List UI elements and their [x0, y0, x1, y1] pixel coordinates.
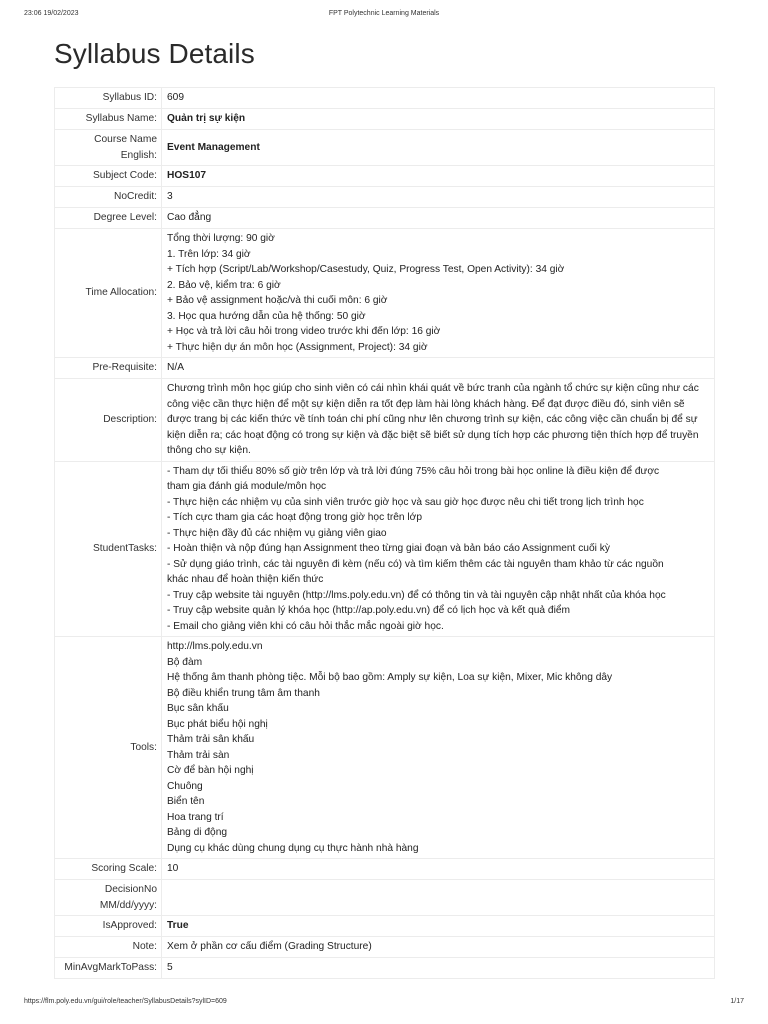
field-value-text: Cao đẳng	[167, 212, 212, 224]
field-label: MinAvgMarkToPass:	[55, 958, 162, 979]
field-value-line: - Hoàn thiện và nộp đúng hạn Assignment theo từng giai đoạn và bản báo cáo Assignment cuối kỳ	[167, 543, 610, 554]
field-value-line: 3. Học qua hướng dẫn của hệ thống: 50 giờ	[167, 310, 366, 322]
print-footer	[24, 998, 744, 1010]
field-value-line: - Thực hiện các nhiệm vụ của sinh viên trước giờ học và sau giờ học được nêu chi tiết trong lịch trình học	[167, 496, 644, 508]
detail-row	[55, 916, 715, 937]
detail-row	[55, 937, 715, 958]
detail-row	[55, 109, 715, 130]
page-number: 1/17	[730, 998, 744, 1005]
detail-row	[55, 187, 715, 208]
field-value-line: Bảng di động	[167, 827, 228, 838]
field-value-line: - Thực hiện đầy đủ các nhiệm vụ giảng viên giao	[167, 527, 387, 539]
field-value-line: Thảm trải sân khấu	[167, 734, 255, 745]
field-value-text: 5	[167, 962, 173, 974]
field-label: Scoring Scale:	[55, 859, 162, 880]
detail-row	[55, 958, 715, 979]
field-value-line: Thảm trải sàn	[167, 749, 230, 761]
field-value-line: http://lms.poly.edu.vn	[167, 641, 263, 652]
detail-row	[55, 637, 715, 859]
field-value-text: 10	[167, 863, 179, 875]
field-value-text: Xem ở phần cơ cấu điểm (Grading Structure)	[167, 941, 372, 953]
field-label: Tools:	[55, 637, 162, 859]
field-value-line: - Truy cập website tài nguyên (http://lms.poly.edu.vn) để có thông tin và tài nguyên cập nhật nhất của khóa học	[167, 589, 666, 601]
field-label: Degree Level:	[55, 208, 162, 229]
detail-row	[55, 130, 715, 166]
field-value-line: khác nhau để hoàn thiện kiến thức	[167, 574, 324, 585]
detail-row	[55, 229, 715, 358]
field-value-text: True	[167, 920, 189, 932]
field-label: Pre-Requisite:	[55, 358, 162, 379]
field-value-line: Cờ để bàn hội nghị	[167, 765, 254, 776]
field-value-text: HOS107	[167, 170, 207, 182]
field-value-line: Bục sân khấu	[167, 703, 229, 714]
field-value-line: 1. Trên lớp: 34 giờ	[167, 248, 251, 260]
field-value-line: + Tích hợp (Script/Lab/Workshop/Casestudy, Quiz, Progress Test, Open Activity): 34 giờ	[167, 264, 565, 275]
field-value	[162, 916, 715, 937]
field-value-text: Event Management	[167, 141, 260, 153]
field-value-line: Biển tên	[167, 796, 205, 807]
field-value-line: Bục phát biểu hội nghị	[167, 718, 268, 730]
field-value-text: N/A	[167, 362, 184, 374]
field-value-line: + Học và trả lời câu hỏi trong video trước khi đến lớp: 16 giờ	[167, 326, 441, 337]
print-header	[24, 10, 744, 22]
field-value	[162, 358, 715, 379]
field-label: Note:	[55, 937, 162, 958]
field-label: Course Name English:	[55, 130, 162, 166]
field-label: StudentTasks:	[55, 461, 162, 637]
syllabus-details-rows	[55, 88, 715, 979]
field-label: NoCredit:	[55, 187, 162, 208]
detail-row	[55, 358, 715, 379]
field-value-text: Quản trị sự kiện	[167, 113, 246, 125]
syllabus-details-table	[54, 87, 715, 979]
field-label: Subject Code:	[55, 166, 162, 187]
field-value-line: Tổng thời lượng: 90 giờ	[167, 233, 275, 244]
field-value-line: - Tích cực tham gia các hoạt động trong giờ học trên lớp	[167, 512, 423, 523]
field-value	[162, 958, 715, 979]
field-label: Time Allocation:	[55, 229, 162, 358]
field-value	[162, 637, 715, 859]
field-value-line: 2. Bảo vệ, kiểm tra: 6 giờ	[167, 279, 281, 291]
print-timestamp: 23:06 19/02/2023	[24, 10, 79, 17]
field-label: Description:	[55, 379, 162, 462]
field-label: Syllabus Name:	[55, 109, 162, 130]
field-value-line: - Email cho giảng viên khi có câu hỏi thắc mắc ngoài giờ học.	[167, 620, 444, 632]
detail-row	[55, 461, 715, 637]
field-value	[162, 229, 715, 358]
field-value-line: Dụng cụ khác dùng chung dụng cụ thực hành nhà hàng	[167, 842, 419, 854]
field-value-line: Hoa trang trí	[167, 811, 224, 823]
field-value-line: Chuông	[167, 780, 203, 792]
page-title: Syllabus Details	[54, 38, 255, 69]
field-value	[162, 859, 715, 880]
field-value-line: tham gia đánh giá module/môn học	[167, 481, 327, 492]
field-label: Syllabus ID:	[55, 88, 162, 109]
field-value-line: - Truy cập website quản lý khóa học (http://ap.poly.edu.vn) để có lịch học và kết quả điểm	[167, 605, 571, 616]
field-value	[162, 166, 715, 187]
field-value	[162, 880, 715, 916]
print-url: https://flm.poly.edu.vn/gui/role/teacher/SyllabusDetails?sylID=609	[24, 998, 227, 1005]
detail-row	[55, 166, 715, 187]
print-document-title: FPT Polytechnic Learning Materials	[328, 10, 440, 17]
field-value-line: Bộ đàm	[167, 656, 203, 668]
field-value	[162, 461, 715, 637]
detail-row	[55, 859, 715, 880]
field-value-text: 3	[167, 191, 173, 203]
detail-row	[55, 208, 715, 229]
field-value-line: + Bảo vệ assignment hoặc/và thi cuối môn: 6 giờ	[167, 295, 388, 306]
field-value	[162, 88, 715, 109]
field-value-line: Hệ thống âm thanh phòng tiệc. Mỗi bộ bao gồm: Amply sự kiện, Loa sự kiện, Mixer, Mic không dây	[167, 672, 613, 683]
field-label: IsApproved:	[55, 916, 162, 937]
field-value	[162, 379, 715, 462]
field-label: DecisionNo MM/dd/yyyy:	[55, 880, 162, 916]
field-value-line: - Tham dự tối thiểu 80% số giờ trên lớp và trả lời đúng 75% câu hỏi trong bài học online là điều kiện để được	[167, 465, 660, 477]
field-value	[162, 130, 715, 166]
field-value-line: - Sử dụng giáo trình, các tài nguyên đi kèm (nếu có) và tìm kiếm thêm các tài nguyên tham khảo từ các nguồn	[167, 558, 664, 570]
detail-row	[55, 88, 715, 109]
detail-row	[55, 880, 715, 916]
field-value	[162, 109, 715, 130]
field-value	[162, 208, 715, 229]
field-value	[162, 937, 715, 958]
field-value	[162, 187, 715, 208]
field-value-text: Chương trình môn học giúp cho sinh viên có cái nhìn khái quát về bức tranh của ngành tổ chức sự kiện cũng như các công việc cần thực hiện để một sự kiện diễn ra tốt đẹp làm hài lòng khách hàng. Để đạt được điều đó, sinh viên sẽ được trang bị các kiến thức về tính toán chi phí cũng như lên chương trình sự kiện, các công việc cần chuẩn bị để sự kiện diễn ra; các hoạt động có trong sự kiện và đặc biệt sẽ biết sử dụng tích hợp các phương tiện thích hợp để truyền thông cho sự kiện.	[167, 383, 699, 456]
detail-row	[55, 379, 715, 462]
field-value-text: 609	[167, 92, 184, 104]
field-value-line: + Thực hiện dự án môn học (Assignment, Project): 34 giờ	[167, 341, 428, 353]
field-value-line: Bộ điều khiển trung tâm âm thanh	[167, 687, 320, 699]
